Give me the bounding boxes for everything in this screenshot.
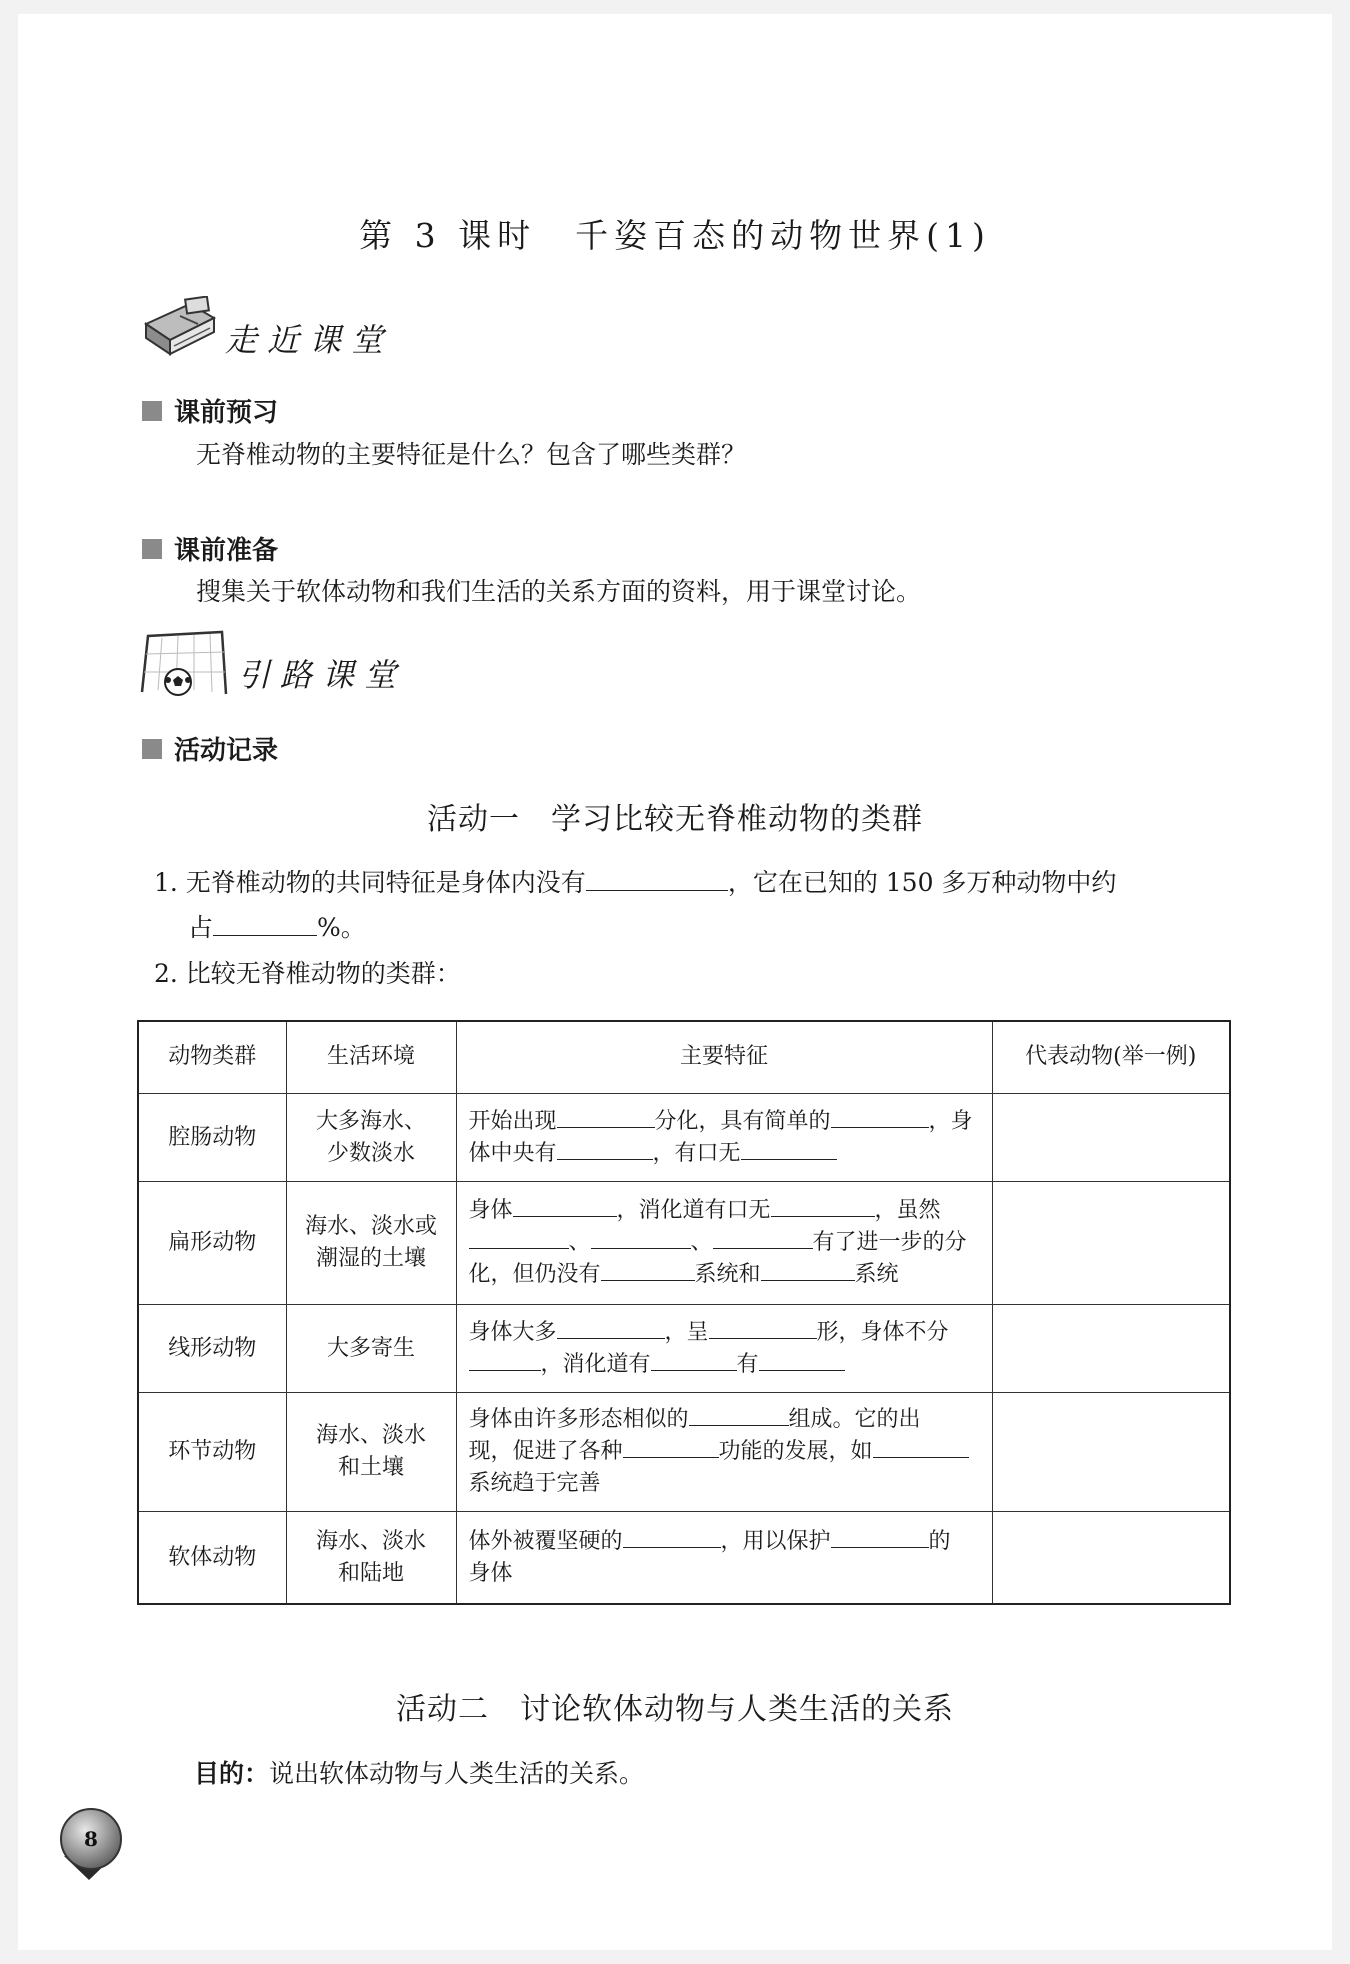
table-header-row: [138, 1021, 1230, 1093]
fill-blank[interactable]: [759, 1369, 845, 1371]
heading-prep: [142, 530, 278, 567]
heading-activity: [142, 730, 278, 767]
cell-feature: 身体 ，消化道有口无 ，虽然 、 、 有了进一步的分 化，但仍没有 系统和 系统: [456, 1182, 992, 1305]
cell-group: 线形动物: [138, 1304, 286, 1392]
cell-feature: 体外被覆坚硬的 ，用以保护 的 身体: [456, 1512, 992, 1605]
cell-feature: 开始出现 分化，具有简单的 ，身 体中央有 ，有口无: [456, 1093, 992, 1181]
activity2-title: 活动二 讨论软体动物与人类生活的关系: [396, 1692, 954, 1727]
banner-yinlu: 引路课堂: [238, 656, 407, 694]
cell-example[interactable]: [992, 1512, 1230, 1605]
lesson-title: 第 3 课时 千姿百态的动物世界(1): [359, 216, 991, 255]
invertebrate-table: [137, 1020, 1231, 1605]
preview-text: 无脊椎动物的主要特征是什么？包含了哪些类群？: [196, 440, 747, 469]
purpose-label: 目的：: [194, 1759, 270, 1788]
header-feature: 主要特征: [456, 1021, 992, 1093]
header-env: 生活环境: [286, 1021, 456, 1093]
heading-prep-text: 课前准备: [174, 536, 279, 566]
q2-text: 2. 比较无脊椎动物的类群：: [154, 959, 461, 988]
fill-blank[interactable]: [713, 1247, 813, 1249]
purpose-line: [194, 1752, 644, 1796]
cell-example[interactable]: [992, 1182, 1230, 1305]
prep-text: 搜集关于软体动物和我们生活的关系方面的资料，用于课堂讨论。: [196, 577, 922, 606]
fill-blank[interactable]: [469, 1247, 569, 1249]
cell-group: 扁形动物: [138, 1182, 286, 1305]
q1-line2: [188, 906, 366, 950]
fill-blank[interactable]: [469, 1369, 541, 1371]
fill-blank[interactable]: [557, 1126, 655, 1128]
book-icon: [140, 296, 220, 360]
header-example: 代表动物(举一例): [992, 1021, 1230, 1093]
fill-blank[interactable]: [831, 1546, 929, 1548]
purpose-text: 说出软体动物与人类生活的关系。: [269, 1759, 645, 1788]
fill-blank[interactable]: [651, 1369, 737, 1371]
cell-example[interactable]: [992, 1093, 1230, 1181]
fill-blank[interactable]: [761, 1279, 855, 1281]
heading-activity-text: 活动记录: [174, 736, 279, 766]
table-row: [138, 1512, 1230, 1605]
cell-env: 海水、淡水 和土壤: [286, 1393, 456, 1512]
fill-blank[interactable]: [623, 1546, 721, 1548]
page-number: 8: [84, 1827, 98, 1851]
fill-blank[interactable]: [213, 934, 317, 936]
section-square-icon: [142, 539, 162, 559]
fill-blank[interactable]: [741, 1158, 837, 1160]
section-square-icon: [142, 739, 162, 759]
table-row: [138, 1304, 1230, 1392]
fill-blank[interactable]: [601, 1279, 695, 1281]
fill-blank[interactable]: [513, 1215, 617, 1217]
table-row: [138, 1393, 1230, 1512]
soccer-goal-icon: [138, 630, 230, 700]
heading-preview: [142, 392, 278, 429]
header-group: 动物类群: [138, 1021, 286, 1093]
q1-text-b: ，它在已知的 150 多万种动物中约: [727, 868, 1117, 897]
cell-group: 腔肠动物: [138, 1093, 286, 1181]
fill-blank[interactable]: [831, 1126, 929, 1128]
section-square-icon: [142, 401, 162, 421]
cell-feature: 身体由许多形态相似的 组成。它的出 现，促进了各种 功能的发展，如 系统趋于完善: [456, 1393, 992, 1512]
fill-blank[interactable]: [771, 1215, 875, 1217]
page-number-medal: [60, 1808, 122, 1870]
fill-blank[interactable]: [689, 1424, 789, 1426]
cell-env: 大多海水、 少数淡水: [286, 1093, 456, 1181]
fill-blank[interactable]: [586, 889, 728, 891]
cell-group: 环节动物: [138, 1393, 286, 1512]
cell-env: 海水、淡水或 潮湿的土壤: [286, 1182, 456, 1305]
cell-example[interactable]: [992, 1393, 1230, 1512]
fill-blank[interactable]: [557, 1158, 653, 1160]
fill-blank[interactable]: [557, 1337, 665, 1339]
cell-env: 海水、淡水 和陆地: [286, 1512, 456, 1605]
fill-blank[interactable]: [709, 1337, 817, 1339]
q1-text-d: %。: [317, 913, 366, 942]
fill-blank[interactable]: [591, 1247, 691, 1249]
q1-text-a: 1. 无脊椎动物的共同特征是身体内没有: [154, 868, 586, 897]
cell-example[interactable]: [992, 1304, 1230, 1392]
table-row: [138, 1182, 1230, 1305]
q1-line1: [154, 861, 1116, 905]
banner-zoujin: 走近课堂: [225, 321, 394, 359]
table-row: [138, 1093, 1230, 1181]
cell-feature: 身体大多 ，呈 形，身体不分 ，消化道有 有: [456, 1304, 992, 1392]
activity1-title: 活动一 学习比较无脊椎动物的类群: [427, 802, 923, 837]
cell-group: 软体动物: [138, 1512, 286, 1605]
cell-env: 大多寄生: [286, 1304, 456, 1392]
fill-blank[interactable]: [623, 1456, 719, 1458]
q1-text-c: 占: [188, 913, 214, 942]
heading-preview-text: 课前预习: [174, 398, 279, 428]
fill-blank[interactable]: [873, 1456, 969, 1458]
